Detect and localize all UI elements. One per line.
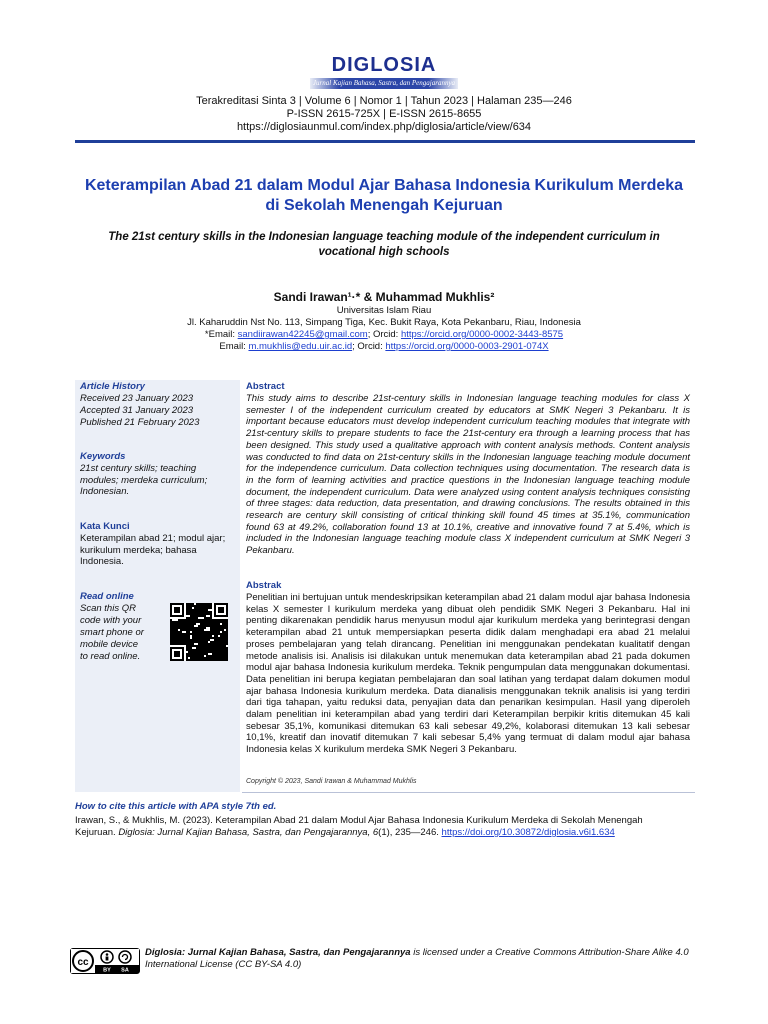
article-subtitle: The 21st century skills in the Indonesian language teaching module of the independent curriculum in vocational high schools [108,231,660,258]
orcid-link-2[interactable]: https://orcid.org/0000-0003-2901-074X [385,341,549,352]
citation-line-1: Irawan, S., & Mukhlis, M. (2023). Keterampilan Abad 21 dalam Modul Ajar Bahasa Indonesia Kurikulum Merdeka di Sekolah Menengah [75,815,643,826]
doi-link[interactable]: https://doi.org/10.30872/diglosia.v6i1.634 [441,827,615,838]
cc-by-sa-badge[interactable] [70,948,140,974]
article-history-label: Article History [80,381,145,392]
email-link-2[interactable]: m.mukhlis@edu.uir.ac.id [248,341,353,352]
qr-code[interactable] [170,603,228,661]
read-online-label: Read online [80,591,134,602]
copyright-notice: Copyright © 2023, Sandi Irawan & Muhammad Mukhlis [246,778,417,785]
citation-heading: How to cite this article with APA style 7th ed. [75,801,277,812]
abstrak-label: Abstrak [246,580,282,591]
author-names: Sandi Irawan¹·* & Muhammad Mukhlis² [273,290,495,304]
read-online-line-3: smart phone or [80,627,144,638]
read-online-line-5: to read online. [80,651,141,662]
citation-issue: (1), 235—246. [378,827,442,838]
citation-text [75,815,695,839]
journal-brand-subtitle: Jurnal Kajian Bahasa, Sastra, dan Pengajarannya [310,78,458,89]
abstract-text: This study aims to describe 21st-century skills in Indonesian language teaching modules for class X semester I of the independent curriculum created by educators at SMK Negeri 3 Pekanbaru. It is important because educators must develop independent curriculum teaching modules that integrate with 21st-century skills to prepare students to face the 21st-century era through a learning process that has been designed. This study used a qualitative approach with content analysis methods. Content analysis was conducted to find data on 21st-century skills in the Indonesian language teaching module document for the independence curriculum. Data collection techniques using documentation. The research data is in the form of learning activities and practice questions in the Indonesian language teaching module document, the independent curriculum. Data were analyzed using content analysis techniques consisting of three stages: data reduction, data presentation, and drawing conclusions. The results obtained in this research are century skill consisting of critical thinking skill found 45 times at 35.1%, communication found 63 at 49.2%, collaboration found 13 at 10.1%, creative and innovative found 7 at 5.4%, which is included in the Indonesian language teaching module class X independent curriculum at SMK Negeri 3 Pekanbaru. [246,393,690,557]
received-date: Received 23 January 2023 [80,393,194,404]
orcid-label: ; Orcid: [367,329,401,340]
abstract-label: Abstract [246,381,285,392]
svg-text:cc: cc [77,957,89,968]
university: Universitas Islam Riau [336,305,432,316]
published-date: Published 21 February 2023 [80,417,200,428]
license-body: is licensed under a Creative Commons Attribution-Share Alike 4.0 International License (CC BY-SA 4.0) [145,947,689,970]
read-online-line-2: code with your [80,615,142,626]
qr-code-icon [170,603,228,661]
email-link-1[interactable]: sandiirawan42245@gmail.com [237,329,368,340]
citation-journal: Diglosia: Jurnal Kajian Bahasa, Sastra, dan Pengajarannya, 6 [118,827,379,838]
svg-text:BY: BY [103,967,111,973]
article-url[interactable]: https://diglosiaunmul.com/index.php/diglosia/article/view/634 [236,121,532,133]
journal-brand: DIGLOSIA [331,54,437,76]
contact-line-1 [0,329,768,340]
contact-line-2 [0,341,768,352]
header-divider [75,140,695,143]
read-online-line-4: mobile device [80,639,139,650]
orcid-label-2: ; Orcid: [352,341,386,352]
address: Jl. Kaharuddin Nst No. 113, Simpang Tiga, Kec. Bukit Raya, Kota Pekanbaru, Riau, Indonesia [187,317,581,328]
citation-prefix: Kejuruan. [75,827,119,838]
issn-line: P-ISSN 2615-725X | E-ISSN 2615-8655 [286,108,482,120]
kata-kunci-list: Keterampilan abad 21; modul ajar; kurikulum merdeka; bahasa Indonesia. [80,533,226,567]
keywords-list: 21st century skills; teaching modules; merdeka curriculum; Indonesian. [80,463,208,497]
cc-license-icon [71,949,139,973]
keywords-label: Keywords [80,451,126,462]
svg-text:SA: SA [121,967,129,973]
orcid-link-1[interactable]: https://orcid.org/0000-0002-3443-8575 [400,329,564,340]
abstrak-text: Penelitian ini bertujuan untuk mendeskripsikan keterampilan abad 21 dalam modul ajar bahasa Indonesia kelas X semester I kurikulum merdeka yang dibuat oleh pendidik SMK Negeri 3 Pekanbaru. Hal ini penting dikarenakan pendidik harus menyusun modul ajar kurikulum merdeka yang berintegrasi dengan keterampilan abad 21 untuk mempersiapkan peserta didik dalam menghadapi era abad 21 melalui proses pembelajaran yang telah dirancang. Penelitian ini menggunakan pendekatan kualitatif dengan metode analisis isi. Analisis isi dilakukan untuk menemukan data keterampilan abad 21 pada dokumen modul ajar bahasa Indonesia kurikulum merdeka. Teknik pengumpulan data menggunakan dokumentasi. Data penelitian ini berupa kegiatan pembelajaran dan soal latihan yang terdapat dalam dokumen modul ajar bahasa Indonesia kurikulum merdeka. Data dianalisis menggunakan teknik analisis isi yang terdiri dari tiga tahapan, yaitu reduksi data, penyajian data dan penarikan kesimpulan. Hasil yang diperoleh dalam penelitian ini keterampilan abad yang terdiri dari Keterampilan berpikir kritis ditemukan 45 kali sebesar 35,1%, komunikasi ditemukan 63 kali sebesar 49,2%, kolaborasi ditemukan 13 kali sebesar 10,1%, kreatif dan inovatif ditemukan 7 kali sebesar 5,4% yang termuat di dalam modul ajar bahasa Indonesia kelas X kurikulum merdeka SMK Negeri 3 Pekanbaru. [246,592,690,756]
article-info-sidebar [75,380,240,792]
license-journal: Diglosia: Jurnal Kajian Bahasa, Sastra, dan Pengajarannya [145,947,411,958]
read-online-line-1: Scan this QR [80,603,136,614]
accreditation-line: Terakreditasi Sinta 3 | Volume 6 | Nomor 1 | Tahun 2023 | Halaman 235—246 [196,95,572,107]
license-text [145,947,705,971]
citation-line-2 [75,827,695,839]
email-label-2: Email: [219,341,249,352]
email-label: *Email: [204,329,238,340]
kata-kunci-label: Kata Kunci [80,521,130,532]
accepted-date: Accepted 31 January 2023 [80,405,194,416]
article-title: Keterampilan Abad 21 dalam Modul Ajar Bahasa Indonesia Kurikulum Merdeka di Sekolah Menengah Kejuruan [84,177,684,214]
